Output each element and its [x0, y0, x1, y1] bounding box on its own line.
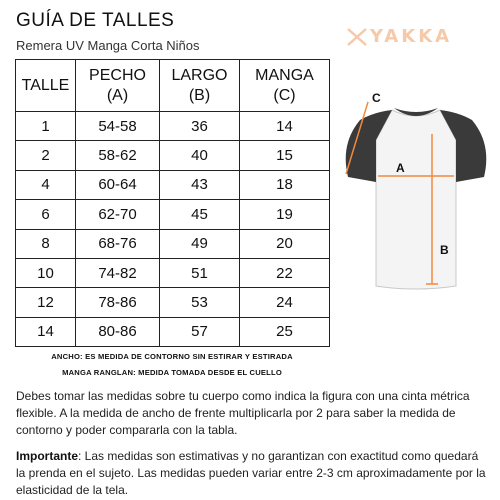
cell-largo: 57 — [160, 317, 240, 346]
cell-pecho: 74-82 — [76, 258, 160, 287]
logo-wordmark: YAKKA — [370, 26, 453, 47]
note-manga: MANGA RANGLAN: MEDIDA TOMADA DESDE EL CUELLO — [62, 368, 282, 377]
cell-manga: 22 — [240, 258, 330, 287]
cell-manga: 15 — [240, 141, 330, 170]
table-row — [16, 170, 330, 199]
cell-talle: 6 — [16, 200, 76, 229]
tshirt-figure — [336, 82, 496, 304]
logo-x-icon — [346, 26, 368, 48]
cell-largo: 51 — [160, 258, 240, 287]
cell-talle: 8 — [16, 229, 76, 258]
cell-talle: 2 — [16, 141, 76, 170]
cell-manga: 20 — [240, 229, 330, 258]
header-talle: TALLE — [16, 60, 76, 112]
tshirt-diagram — [336, 82, 496, 304]
page-title: GUÍA DE TALLES — [16, 10, 175, 31]
cell-talle: 10 — [16, 258, 76, 287]
cell-pecho: 68-76 — [76, 229, 160, 258]
label-c: C — [372, 91, 381, 105]
cell-manga: 24 — [240, 288, 330, 317]
cell-talle: 1 — [16, 112, 76, 141]
cell-largo: 36 — [160, 112, 240, 141]
cell-largo: 40 — [160, 141, 240, 170]
cell-largo: 45 — [160, 200, 240, 229]
brand-logo — [346, 26, 470, 50]
cell-talle: 14 — [16, 317, 76, 346]
table-row — [16, 288, 330, 317]
cell-pecho: 80-86 — [76, 317, 160, 346]
important-text: : Las medidas son estimativas y no garantizan con exactitud como quedará la prenda en el sujeto. Las medidas pueden variar entre 2-3 cm aproximadamente por la elasticidad de la tela. — [16, 449, 486, 497]
cell-manga: 19 — [240, 200, 330, 229]
table-row — [16, 317, 330, 346]
cell-largo: 43 — [160, 170, 240, 199]
label-a: A — [396, 161, 405, 175]
table-row — [16, 141, 330, 170]
cell-pecho: 54-58 — [76, 112, 160, 141]
header-largo: LARGO (B) — [160, 60, 240, 112]
cell-pecho: 60-64 — [76, 170, 160, 199]
table-row — [16, 229, 330, 258]
header-pecho: PECHO (A) — [76, 60, 160, 112]
cell-talle: 12 — [16, 288, 76, 317]
important-label: Importante — [16, 449, 79, 463]
table-row — [16, 258, 330, 287]
page-subtitle: Remera UV Manga Corta Niños — [16, 38, 200, 53]
cell-largo: 53 — [160, 288, 240, 317]
table-row — [16, 112, 330, 141]
instructions-text: Debes tomar las medidas sobre tu cuerpo como indica la figura con una cinta métrica flexible. A la medida de ancho de frente multiplicarla por 2 para saber la medida de contorno y poder compararla con la tabla. — [16, 389, 470, 437]
cell-manga: 25 — [240, 317, 330, 346]
table-row — [16, 200, 330, 229]
shirt-body — [376, 110, 456, 289]
note-ancho: ANCHO: ES MEDIDA DE CONTORNO SIN ESTIRAR Y ESTIRADA — [51, 352, 293, 361]
cell-pecho: 62-70 — [76, 200, 160, 229]
cell-talle: 4 — [16, 170, 76, 199]
important-note — [16, 448, 490, 499]
table-header-row — [16, 60, 330, 112]
label-b: B — [440, 243, 449, 257]
size-table — [15, 59, 330, 347]
cell-largo: 49 — [160, 229, 240, 258]
cell-manga: 14 — [240, 112, 330, 141]
cell-pecho: 58-62 — [76, 141, 160, 170]
cell-pecho: 78-86 — [76, 288, 160, 317]
header-manga: MANGA (C) — [240, 60, 330, 112]
cell-manga: 18 — [240, 170, 330, 199]
